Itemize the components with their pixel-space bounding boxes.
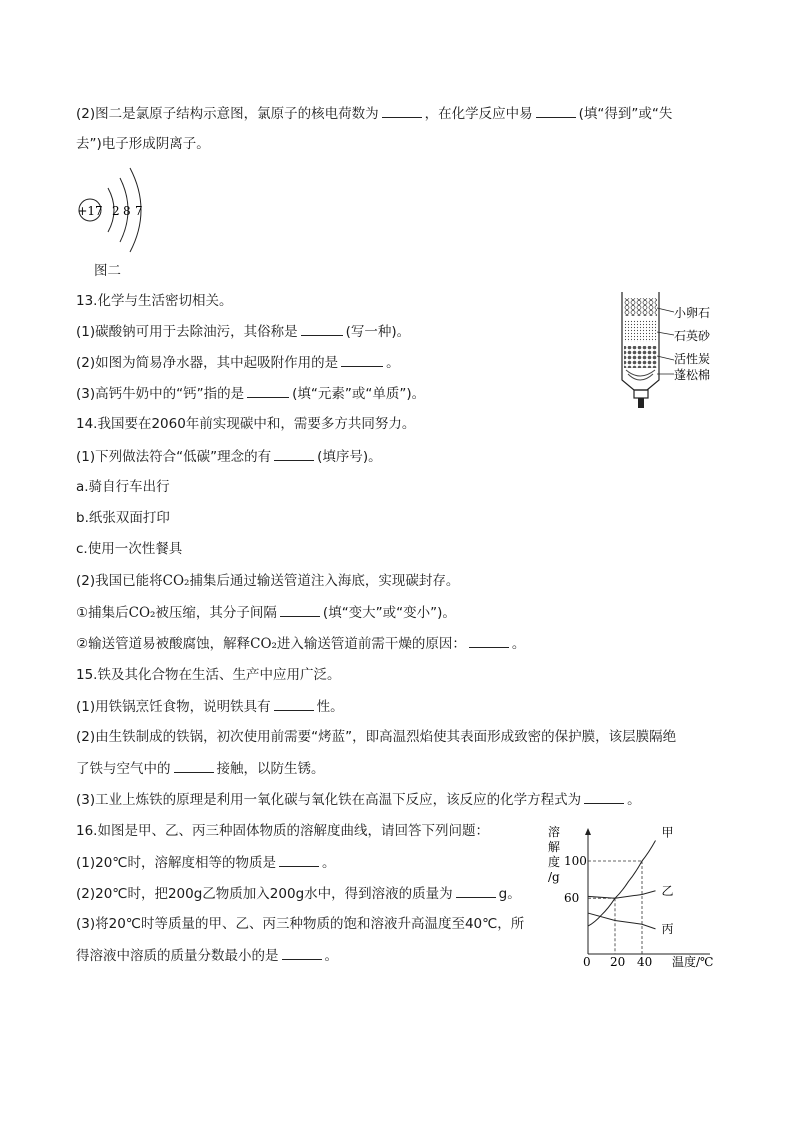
x-tick-label: 20 [610,955,626,969]
y-tick-label: 100 [564,854,587,868]
y-axis-title [548,824,560,884]
outlet-spout [638,398,644,408]
q14-sub2 [76,634,525,653]
q15-text: 性。 [316,699,344,715]
q14-text: ①捕集后 [76,605,129,621]
shell-electrons-2: 8 [123,204,131,218]
answer-blank[interactable] [536,104,576,118]
answer-blank[interactable] [456,884,496,898]
q13-part3 [76,384,425,403]
solubility-chart [540,822,730,972]
label-carbon: 活性炭 [674,352,711,366]
q14-text: (填“变大”或“变小”)。 [322,605,456,621]
x-tick-label: 40 [637,955,653,969]
label-cotton: 蓬松棉 [674,368,711,382]
q16-text: 。 [321,855,336,871]
q16-text: (1)20℃时，溶解度相等的物质是 [76,855,276,871]
x-axis-title: 温度/℃ [672,955,714,969]
q14-option-c: c.使用一次性餐具 [76,541,183,557]
co2-formula: CO₂ [128,605,156,621]
shell-electrons-3: 7 [135,204,143,218]
answer-blank[interactable] [274,697,314,711]
q14-part1 [76,447,382,466]
series-label-1: 甲 [661,825,674,840]
carbon-layer [624,346,657,368]
answer-blank[interactable] [279,853,319,867]
q13-text: (写一种)。 [345,324,411,340]
series-line-2 [588,891,656,898]
q15-part3 [76,790,641,809]
y-axis-arrow [585,828,591,835]
q16-text: 。 [324,948,338,964]
chlorine-atom-diagram [70,160,170,260]
q13-title: 13.化学与生活密切相关。 [76,293,233,309]
q12-part2-line2: 去”)电子形成阴离子。 [76,136,210,152]
q14-text: 捕集后通过输送管道注入海底，实现碳封存。 [189,573,460,589]
q16-part3-line1: (3)将20℃时等质量的甲、乙、丙三种物质的饱和溶液升高温度至40℃，所 [76,916,525,932]
q14-part2 [76,572,459,590]
q15-text: 接触，以防生锈。 [216,761,325,777]
q13-text: (2)如图为简易净水器，其中起吸附作用的是 [76,355,339,371]
answer-blank[interactable] [584,790,624,804]
water-filter-diagram [612,290,742,420]
q14-text: 被压缩，其分子间隔 [155,605,277,621]
q14-option-a: a.骑自行车出行 [76,479,170,495]
q12-text: (填“得到”或“失 [578,106,673,122]
q16-text: 得溶液中溶质的质量分数最小的是 [76,948,279,964]
q15-title: 15.铁及其化合物在生活、生产中应用广泛。 [76,667,341,683]
q14-text: ②输送管道易被酸腐蚀，解释 [76,636,251,652]
answer-blank[interactable] [469,634,509,648]
series-line-1 [588,841,656,927]
q12-part2-line1 [76,104,672,123]
cotton-layer [626,370,655,376]
y-axis-title-text: 溶解度/g [548,825,561,884]
q16-part2 [76,884,521,903]
q15-part2-line2 [76,759,325,778]
co2-formula: CO₂ [162,573,190,589]
q16-text: (2)20℃时，把200g乙物质加入200g水中，得到溶液的质量为 [76,886,453,902]
answer-blank[interactable] [341,353,383,367]
answer-blank[interactable] [301,322,343,336]
label-sand: 石英砂 [674,329,711,343]
sand-layer [624,320,657,342]
pebble-layer [624,298,657,316]
figure-caption: 图二 [94,263,121,279]
q14-text: (填序号)。 [317,449,382,465]
q15-text: (3)工业上炼铁的原理是利用一氧化碳与氧化铁在高温下反应，该反应的化学方程式为 [76,792,582,808]
q13-part1 [76,322,410,341]
label-pebbles: 小卵石 [674,306,711,320]
q14-text: (2)我国已能将 [76,573,163,589]
outlet-cap [634,390,648,398]
q12-text: (2)图二是氯原子结构示意图，氯原子的核电荷数为 [76,106,379,122]
q16-text: g。 [498,886,521,902]
q14-option-b: b.纸张双面打印 [76,510,170,526]
q16-part1 [76,853,335,872]
q12-text: ，在化学反应中易 [424,106,533,122]
answer-blank[interactable] [382,104,422,118]
y-tick-label: 60 [564,891,580,906]
answer-blank[interactable] [280,603,320,617]
q14-text: 。 [511,636,526,652]
q16-title: 16.如图是甲、乙、丙三种固体物质的溶解度曲线，请回答下列问题： [76,823,489,839]
q15-text: 了铁与空气中的 [76,761,171,777]
answer-blank[interactable] [282,946,322,960]
answer-blank[interactable] [247,384,289,398]
nucleus-label: +17 [77,204,103,218]
q14-sub1 [76,603,456,622]
q16-part3-line2 [76,946,338,965]
q14-text: (1)下列做法符合“低碳”理念的有 [76,449,272,465]
q15-part2-line1: (2)由生铁制成的铁锅，初次使用前需要“烤蓝”，即高温烈焰使其表面形成致密的保护膜，该层膜隔绝 [76,729,677,745]
co2-formula: CO₂ [250,636,277,652]
series-label-3: 丙 [661,921,674,936]
q13-text: (1)碳酸钠可用于去除油污，其俗称是 [76,324,298,340]
series-line-3 [588,913,656,929]
q13-text: (填“元素”或“单质”)。 [292,386,426,402]
q14-title: 14.我国要在2060年前实现碳中和，需要多方共同努力。 [76,416,416,432]
q13-part2 [76,353,400,372]
answer-blank[interactable] [274,447,314,461]
q13-text: (3)高钙牛奶中的“钙”指的是 [76,386,245,402]
q15-text: (1)用铁锅烹饪食物，说明铁具有 [76,699,271,715]
q15-text: 。 [627,792,641,808]
answer-blank[interactable] [174,759,214,773]
shell-electrons-1: 2 [112,204,120,218]
q15-part1 [76,697,344,716]
series-label-2: 乙 [661,883,674,898]
x-tick-label: 0 [583,955,591,969]
q14-text: 进入输送管道前需干燥的原因： [276,636,466,652]
q13-text: 。 [386,355,400,371]
